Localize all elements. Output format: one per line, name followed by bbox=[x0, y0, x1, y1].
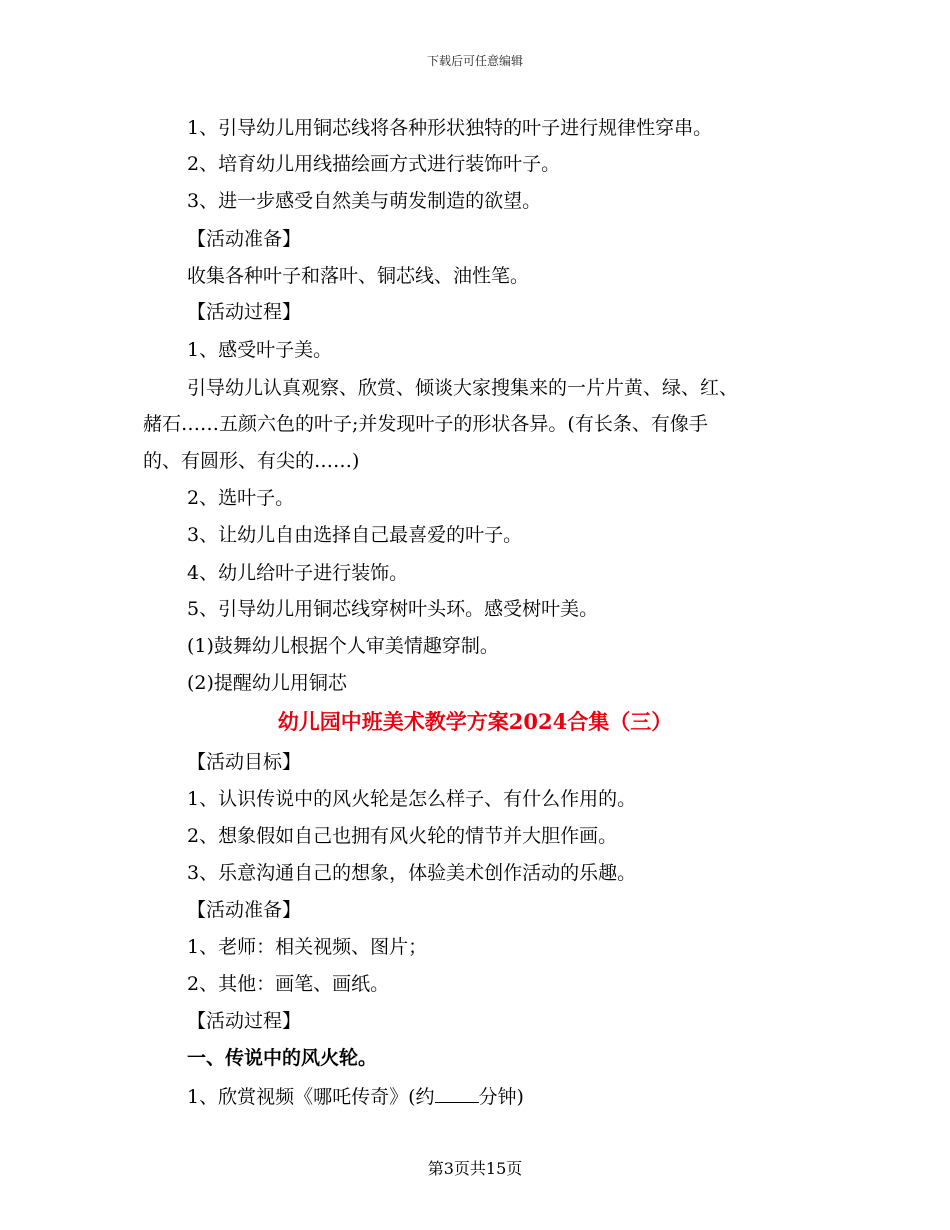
list-item: 3、乐意沟通自己的想象，体验美术创作活动的乐趣。 bbox=[187, 862, 637, 884]
list-item-suffix: 分钟) bbox=[478, 1086, 524, 1108]
list-item: 2、选叶子。 bbox=[187, 487, 295, 509]
list-item-prefix: 1、欣赏视频《哪吒传奇》(约 bbox=[187, 1086, 435, 1108]
section-heading: 【活动过程】 bbox=[187, 1010, 302, 1032]
subsection-heading: 一、传说中的风火轮。 bbox=[187, 1047, 378, 1069]
header-note: 下载后可任意编辑 bbox=[426, 54, 523, 68]
list-item: 3、让幼儿自由选择自己最喜爱的叶子。 bbox=[187, 524, 523, 546]
paragraph: 收集各种叶子和落叶、铜芯线、油性笔。 bbox=[187, 265, 530, 287]
list-item: 1、引导幼儿用铜芯线将各种形状独特的叶子进行规律性穿串。 bbox=[187, 117, 713, 139]
list-item: 1、老师：相关视频、图片； bbox=[187, 936, 428, 958]
list-item: 3、进一步感受自然美与萌发制造的欲望。 bbox=[187, 190, 542, 212]
paragraph-line: 的、有圆形、有尖的……) bbox=[143, 450, 360, 472]
list-item: 1、认识传说中的风火轮是怎么样子、有什么作用的。 bbox=[187, 788, 637, 810]
section-title: 幼儿园中班美术教学方案2024合集（三） bbox=[277, 709, 673, 734]
section-heading: 【活动准备】 bbox=[187, 899, 302, 921]
list-item: 2、想象假如自己也拥有风火轮的情节并大胆作画。 bbox=[187, 825, 618, 847]
list-item: (1)鼓舞幼儿根据个人审美情趣穿制。 bbox=[187, 635, 499, 657]
list-item: 2、培育幼儿用线描绘画方式进行装饰叶子。 bbox=[187, 153, 561, 175]
paragraph-line: 赭石……五颜六色的叶子;并发现叶子的形状各异。(有长条、有像手 bbox=[143, 413, 708, 435]
list-item: (2)提醒幼儿用铜芯 bbox=[187, 672, 347, 694]
section-heading: 【活动准备】 bbox=[187, 228, 302, 250]
list-item: 4、幼儿给叶子进行装饰。 bbox=[187, 562, 409, 584]
list-item: 2、其他：画笔、画纸。 bbox=[187, 973, 390, 995]
page-footer: 第3页共15页 bbox=[427, 1159, 523, 1178]
blank-underline bbox=[435, 1084, 479, 1103]
list-item: 5、引导幼儿用铜芯线穿树叶头环。感受树叶美。 bbox=[187, 598, 599, 620]
section-heading: 【活动目标】 bbox=[187, 751, 302, 773]
list-item bbox=[187, 1084, 524, 1109]
paragraph-line: 引导幼儿认真观察、欣赏、倾谈大家搜集来的一片片黄、绿、红、 bbox=[187, 377, 739, 399]
list-item: 1、感受叶子美。 bbox=[187, 339, 333, 361]
section-heading: 【活动过程】 bbox=[187, 301, 302, 323]
